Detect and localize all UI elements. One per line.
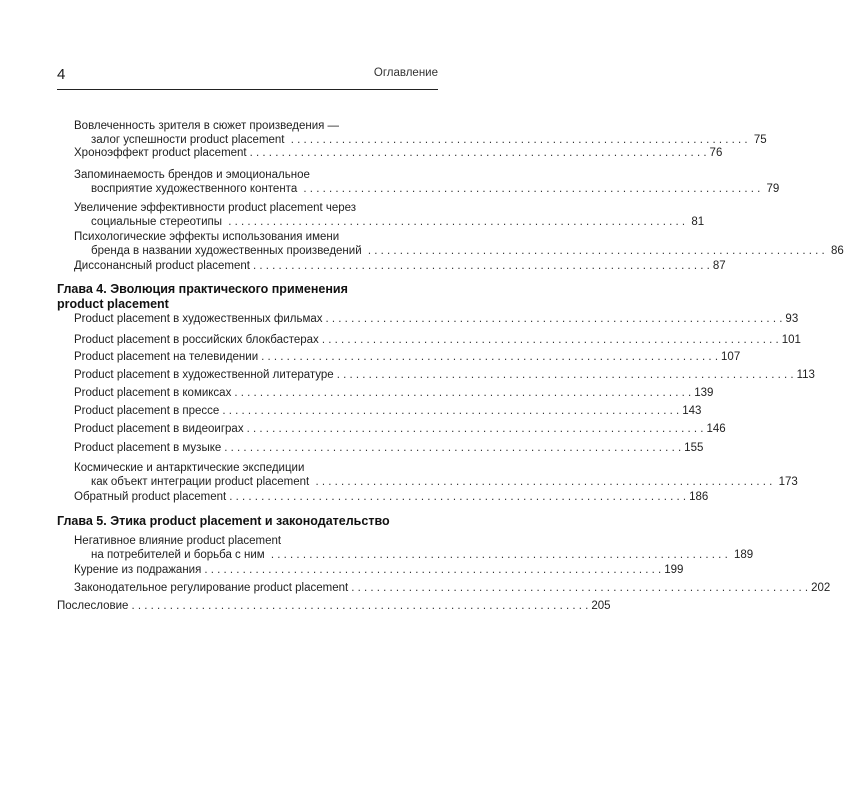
toc-entry-page: 76: [709, 147, 723, 159]
dot-leader: [234, 386, 691, 400]
dot-leader: [204, 563, 661, 577]
toc-entry[interactable]: [74, 168, 780, 196]
dot-leader: [250, 146, 707, 160]
toc-entry-title: Диссонансный product placement: [74, 260, 250, 272]
toc-entry-title-line: Увеличение эффективности product placement через: [74, 202, 357, 214]
dot-leader: [224, 441, 681, 455]
chapter-heading[interactable]: [57, 282, 438, 312]
toc-entry-title-line: Вовлеченность зрителя в сюжет произведения —: [74, 120, 340, 132]
chapter-heading-line: product placement: [57, 297, 169, 311]
toc-entry[interactable]: [74, 368, 815, 382]
toc-entry-page: 202: [811, 582, 831, 594]
dot-leader: [253, 259, 710, 273]
header-rule: [57, 89, 438, 90]
toc-entry-title: социальные стереотипы: [91, 216, 222, 228]
dot-leader: [351, 581, 808, 595]
toc-entry-title: Product placement в музыке: [74, 442, 222, 454]
toc-entry-page: 86: [830, 245, 844, 257]
toc-entry[interactable]: [74, 404, 702, 418]
toc-entry-title: бренда в названии художественных произведений: [91, 245, 362, 257]
toc-entry-title: Product placement в прессе: [74, 405, 220, 417]
dot-leader: [326, 312, 783, 326]
dot-leader: [261, 350, 718, 364]
toc-entry[interactable]: [74, 581, 831, 595]
dot-leader: [368, 245, 825, 257]
dot-leader: [131, 599, 588, 613]
toc-entry[interactable]: [74, 386, 714, 400]
dot-leader: [247, 422, 704, 436]
dot-leader: [315, 476, 772, 488]
toc-entry-page: 146: [706, 423, 726, 435]
toc-entry[interactable]: [74, 441, 704, 455]
toc-entry-title: Product placement в комиксах: [74, 387, 232, 399]
toc-entry-title: Product placement в видеоиграх: [74, 423, 244, 435]
toc-entry-page: 205: [591, 600, 611, 612]
toc-entry[interactable]: [74, 312, 799, 326]
toc-entry-title: Product placement в художественных фильмах: [74, 313, 323, 325]
toc-entry-page: 87: [712, 260, 726, 272]
toc-entry-page: 79: [766, 183, 780, 195]
toc-entry-page: 173: [778, 476, 798, 488]
chapter-heading-line: Глава 5. Этика product placement и законодательство: [57, 514, 390, 528]
toc-entry-afterword[interactable]: [57, 599, 611, 613]
toc-entry-title: Product placement в художественной литературе: [74, 369, 334, 381]
toc-entry-page: 101: [781, 334, 801, 346]
page-number: 4: [57, 66, 66, 83]
toc-entry-title: Курение из подражания: [74, 564, 202, 576]
toc-entry-page: 81: [691, 216, 705, 228]
toc-entry-page: 113: [796, 369, 815, 381]
dot-leader: [228, 216, 685, 228]
chapter-heading[interactable]: [57, 514, 438, 529]
dot-leader: [322, 333, 779, 347]
toc-entry-page: 107: [721, 351, 741, 363]
chapter-heading-line: Глава 4. Эволюция практического применения: [57, 282, 348, 296]
toc-entry[interactable]: [74, 146, 723, 160]
dot-leader: [222, 404, 679, 418]
toc-entry-title-line: Запоминаемость брендов и эмоциональное: [74, 169, 310, 181]
dot-leader: [337, 368, 794, 382]
toc-entry[interactable]: [74, 422, 726, 436]
toc-entry-title: на потребителей и борьба с ним: [91, 549, 265, 561]
toc-entry[interactable]: [74, 259, 726, 273]
toc-entry-title: Обратный product placement: [74, 491, 227, 503]
toc-entry-page: 139: [694, 387, 714, 399]
page-header: [57, 66, 438, 86]
toc-entry-title-line: Негативное влияние product placement: [74, 535, 282, 547]
running-title: Оглавление: [373, 67, 438, 79]
toc-entry[interactable]: [74, 350, 741, 364]
toc-entry[interactable]: [74, 534, 754, 562]
toc-entry-page: 93: [785, 313, 799, 325]
dot-leader: [291, 134, 748, 146]
toc-entry[interactable]: [74, 230, 844, 258]
dot-leader: [229, 490, 686, 504]
toc-entry-page: 75: [753, 134, 767, 146]
toc-entry-page: 199: [664, 564, 684, 576]
toc-entry-title: как объект интеграции product placement: [91, 476, 310, 488]
toc-entry[interactable]: [74, 490, 709, 504]
toc-entry-page: 155: [684, 442, 704, 454]
toc-entry-title: Послесловие: [57, 600, 129, 612]
toc-entry-page: 143: [682, 405, 702, 417]
toc-entry[interactable]: [74, 563, 684, 577]
toc-entry[interactable]: [74, 201, 705, 229]
toc-entry-title: залог успешности product placement: [91, 134, 285, 146]
toc-entry-title: Product placement в российских блокбастерах: [74, 334, 319, 346]
toc-entry-title: восприятие художественного контента: [91, 183, 298, 195]
dot-leader: [271, 549, 728, 561]
toc-entry-page: 186: [689, 491, 709, 503]
toc-entry-page: 189: [733, 549, 754, 561]
toc-entry-title: Законодательное регулирование product placement: [74, 582, 349, 594]
dot-leader: [303, 183, 760, 195]
toc-entry[interactable]: [74, 461, 798, 489]
toc-entry-title: Product placement на телевидении: [74, 351, 259, 363]
toc-entry-title: Хроноэффект product placement: [74, 147, 247, 159]
toc-entry[interactable]: [74, 333, 801, 347]
toc-entry-title-line: Космические и антарктические экспедиции: [74, 462, 305, 474]
toc-entry[interactable]: [74, 119, 767, 147]
toc-entry-title-line: Психологические эффекты использования имени: [74, 231, 340, 243]
